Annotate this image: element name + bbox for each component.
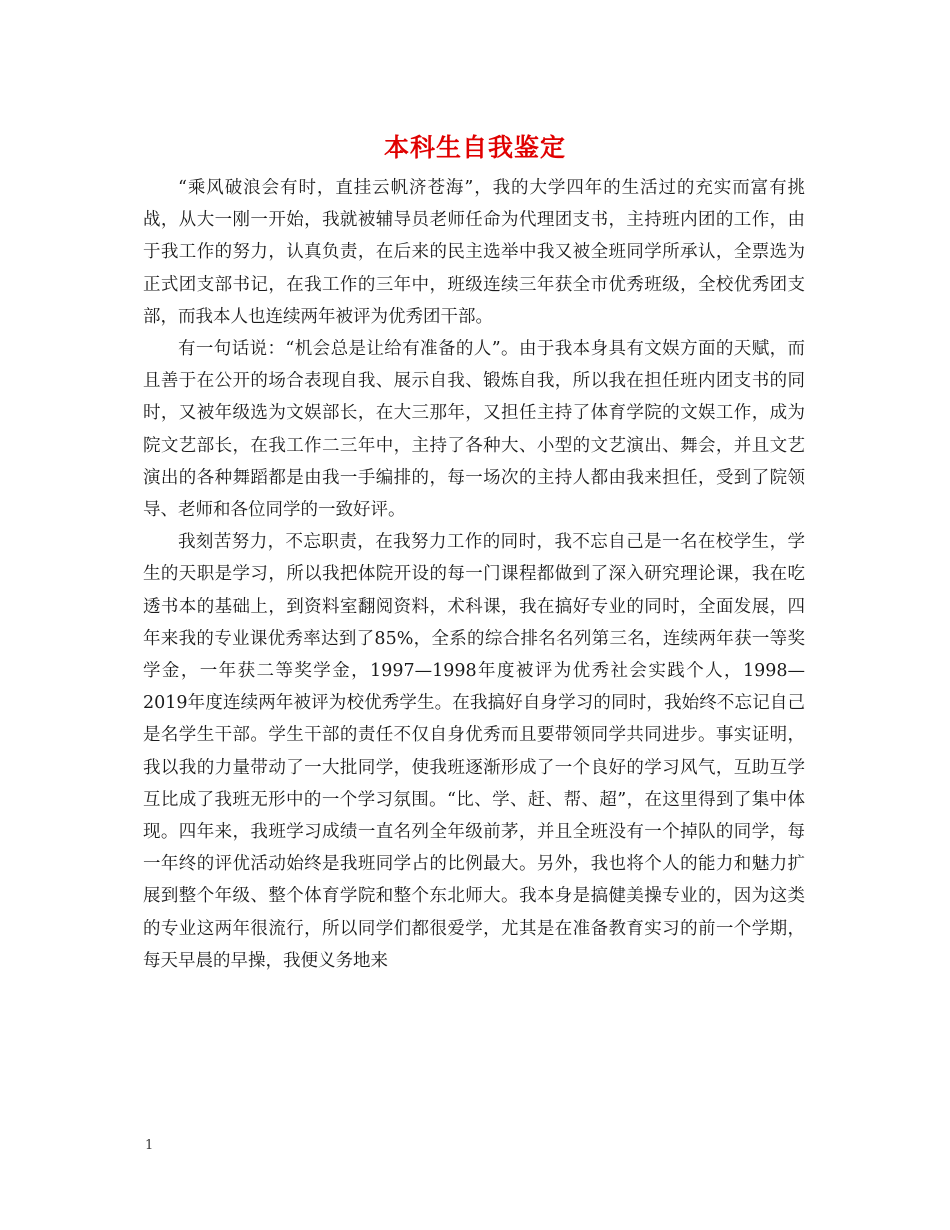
page-number: 1 [145,1138,154,1153]
document-body [143,172,805,977]
document-title: 本科生自我鉴定 [383,133,566,162]
paragraph-2: 有一句话说：“机会总是让给有准备的人”。由于我本身具有文娱方面的天赋，而且善于在公开的场合表现自我、展示自我、锻炼自我，所以我在担任班内团支书的同时，又被年级选为文娱部长，在大三那年，又担任主持了体育学院的文娱工作，成为院文艺部长，在我工作二三年中，主持了各种大、小型的文艺演出、舞会，并且文艺演出的各种舞蹈都是由我一手编排的，每一场次的主持人都由我来担任，受到了院领导、老师和各位同学的一致好评。 [143,339,805,521]
paragraph-3: 我刻苦努力，不忘职责，在我努力工作的同时，我不忘自己是一名在校学生，学生的天职是学习，所以我把体院开设的每一门课程都做到了深入研究理论课，我在吃透书本的基础上，到资料室翻阅资料，术科课，我在搞好专业的同时，全面发展，四年来我的专业课优秀率达到了85%，全系的综合排名名列第三名，连续两年获一等奖学金，一年获二等奖学金，1997—1998年度被评为优秀社会实践个人，1998—2019年度连续两年被评为校优秀学生。在我搞好自身学习的同时，我始终不忘记自己是名学生干部。学生干部的责任不仅自身优秀而且要带领同学共同进步。事实证明，我以我的力量带动了一大批同学，使我班逐渐形成了一个良好的学习风气，互助互学互比成了我班无形中的一个学习氛围。“比、学、赶、帮、超”，在这里得到了集中体现。四年来，我班学习成绩一直名列全年级前茅，并且全班没有一个掉队的同学，每一年终的评优活动始终是我班同学占的比例最大。另外，我也将个人的能力和魅力扩展到整个年级、整个体育学院和整个东北师大。我本身是搞健美操专业的，因为这类的专业这两年很流行，所以同学们都很爱学，尤其是在准备教育实习的前一个学期，每天早晨的早操，我便义务地来 [143,532,805,971]
paragraph-1: “乘风破浪会有时，直挂云帆济苍海”，我的大学四年的生活过的充实而富有挑战，从大一刚一开始，我就被辅导员老师任命为代理团支书，主持班内团的工作，由于我工作的努力，认真负责，在后来的民主选举中我又被全班同学所承认，全票选为正式团支部书记，在我工作的三年中，班级连续三年获全市优秀班级，全校优秀团支部，而我本人也连续两年被评为优秀团干部。 [143,178,805,327]
